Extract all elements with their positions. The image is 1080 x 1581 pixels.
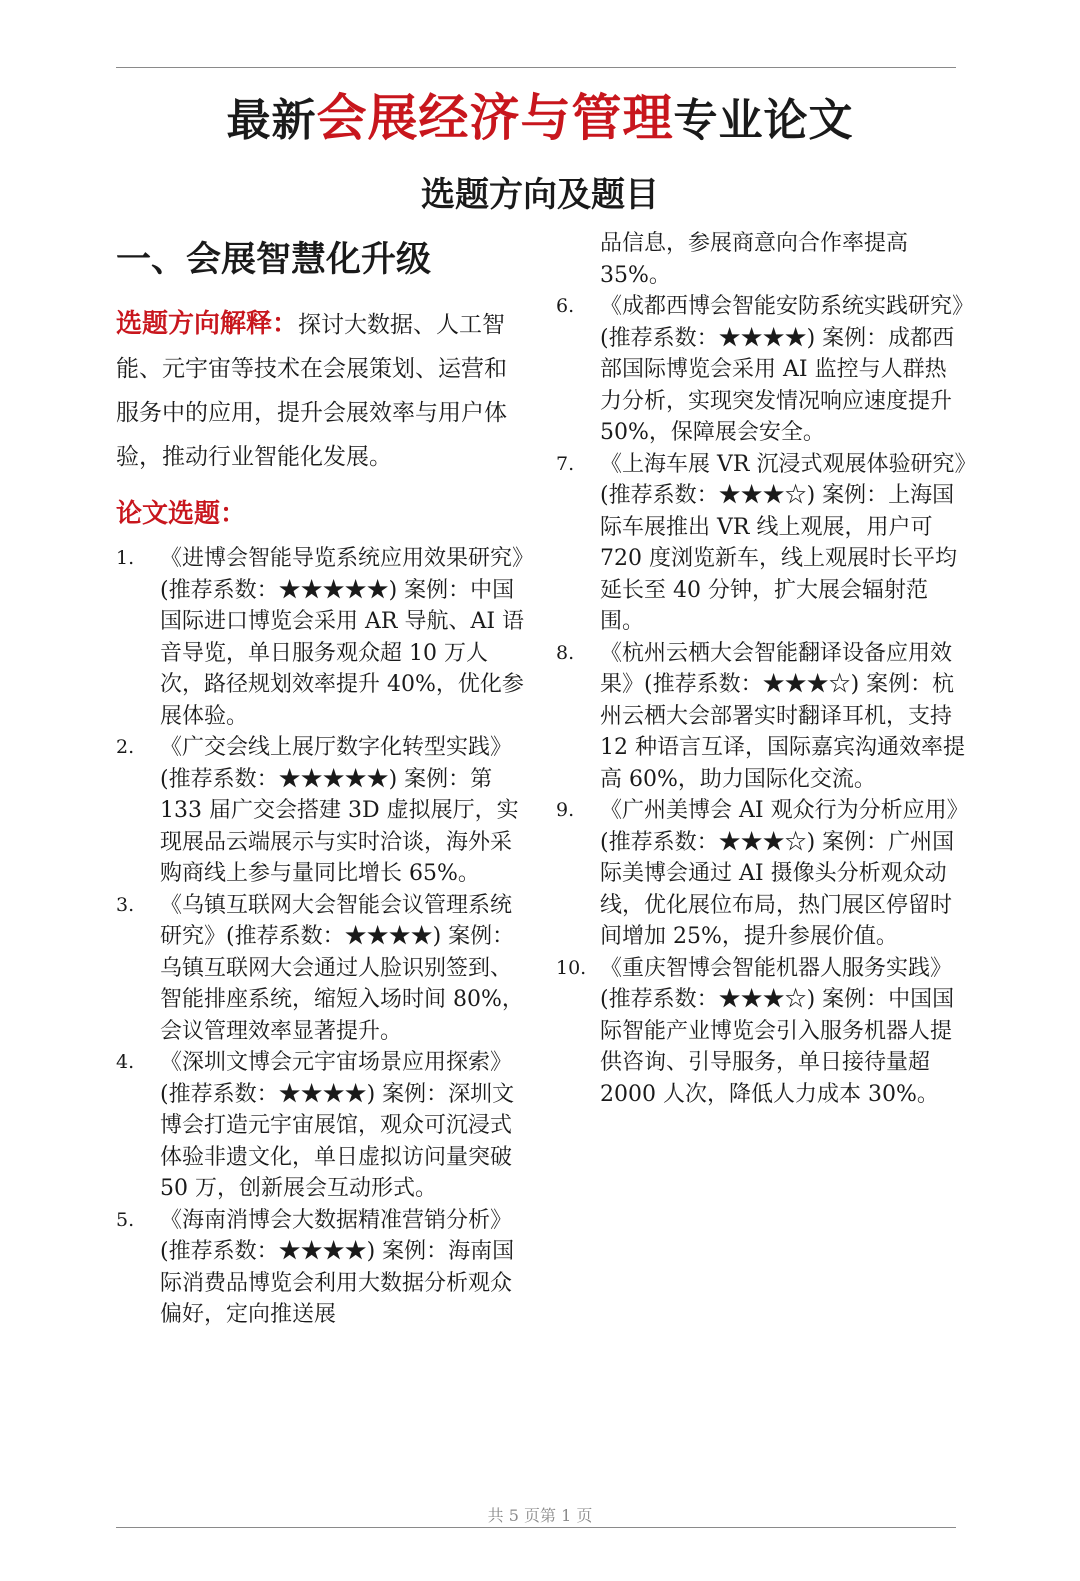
topic-item-6: 6. 《成都西博会智能安防系统实践研究》(推荐系数：★★★★) 案例：成都西部国际博览会采用 AI 监控与人群热力分析，实现突发情况响应速度提升 50%，保障展会安全。 [556, 294, 964, 445]
topic-item-1: 1. 《进博会智能导览系统应用效果研究》(推荐系数：★★★★★) 案例：中国国际进口博览会采用 AR 导航、AI 语音导览，单日服务观众超 10 万人次，路径规划效率提升 40%，优化参展体验。 [116, 546, 525, 729]
direction-explanation [116, 302, 526, 479]
bottom-rule [116, 1527, 956, 1528]
explanation-text: 探讨大数据、人工智能、元宇宙等技术在会展策划、运营和服务中的应用，提升会展效率与用户体验，推动行业智能化发展。 [116, 312, 507, 470]
top-rule [116, 67, 956, 68]
topic-item-2: 2. 《广交会线上展厅数字化转型实践》(推荐系数：★★★★★) 案例：第 133 届广交会搭建 3D 虚拟展厅，实现展品云端展示与实时洽谈，海外采购商线上参与量同比增长 65%。 [116, 735, 519, 886]
topic-item-4: 4. 《深圳文博会元宇宙场景应用探索》(推荐系数：★★★★) 案例：深圳文博会打造元宇宙展馆，观众可沉浸式体验非遗文化，单日虚拟访问量突破 50 万，创新展会互动形式。 [116, 1050, 515, 1201]
page-subtitle: 选题方向及题目 [421, 175, 659, 215]
page-footer: 共 5 页第 1 页 [487, 1506, 593, 1525]
topic-item-10: 10. 《重庆智博会智能机器人服务实践》(推荐系数：★★★☆) 案例：中国国际智能产业博览会引入服务机器人提供咨询、引导服务，单日接待量超 2000 人次，降低人力成本 30%。 [556, 955, 955, 1107]
topic-item-7: 7. 《上海车展 VR 沉浸式观展体验研究》(推荐系数：★★★☆) 案例：上海国际车展推出 VR 线上观展，用户可 720 度浏览新车，线上观展时长平均延长至 40 分钟，扩大展会辐射范围。 [556, 451, 966, 634]
topic-item-5: 5. 《海南消博会大数据精准营销分析》(推荐系数：★★★★) 案例：海南国际消费品博览会利用大数据分析观众偏好，定向推送展 [116, 1207, 515, 1327]
topic-item-9: 9. 《广州美博会 AI 观众行为分析应用》(推荐系数：★★★☆) 案例：广州国际美博会通过 AI 摄像头分析观众动线，优化展位布局，热门展区停留时间增加 25%，提升参展价值。 [556, 798, 958, 949]
topics-heading: 论文选题： [116, 499, 247, 529]
section-title: 一、会展智慧化升级 [116, 240, 432, 280]
topic-list-left [116, 543, 526, 1331]
topic-list-right [556, 291, 966, 1110]
topic-item-8: 8. 《杭州云栖大会智能翻译设备应用效果》(推荐系数：★★★☆) 案例：杭州云栖大会部署实时翻译耳机，支持 12 种语言互译，国际嘉宾沟通效率提高 60%，助力国际化交流。 [556, 640, 965, 792]
page-title: 最新会展经济与管理专业论文 [226, 89, 854, 147]
topic-5-continuation: 品信息，参展商意向合作率提高 35%。 [600, 231, 909, 288]
explanation-label: 选题方向解释： [116, 309, 299, 339]
left-column [116, 232, 526, 1331]
topic-item-3: 3. 《乌镇互联网大会智能会议管理系统研究》(推荐系数：★★★★) 案例：乌镇互联网大会通过人脸识别签到、智能排座系统，缩短入场时间 80%，会议管理效率显著提升。 [116, 892, 524, 1044]
right-column [556, 228, 966, 1110]
title-highlight: 会展经济与管理 [316, 89, 674, 147]
